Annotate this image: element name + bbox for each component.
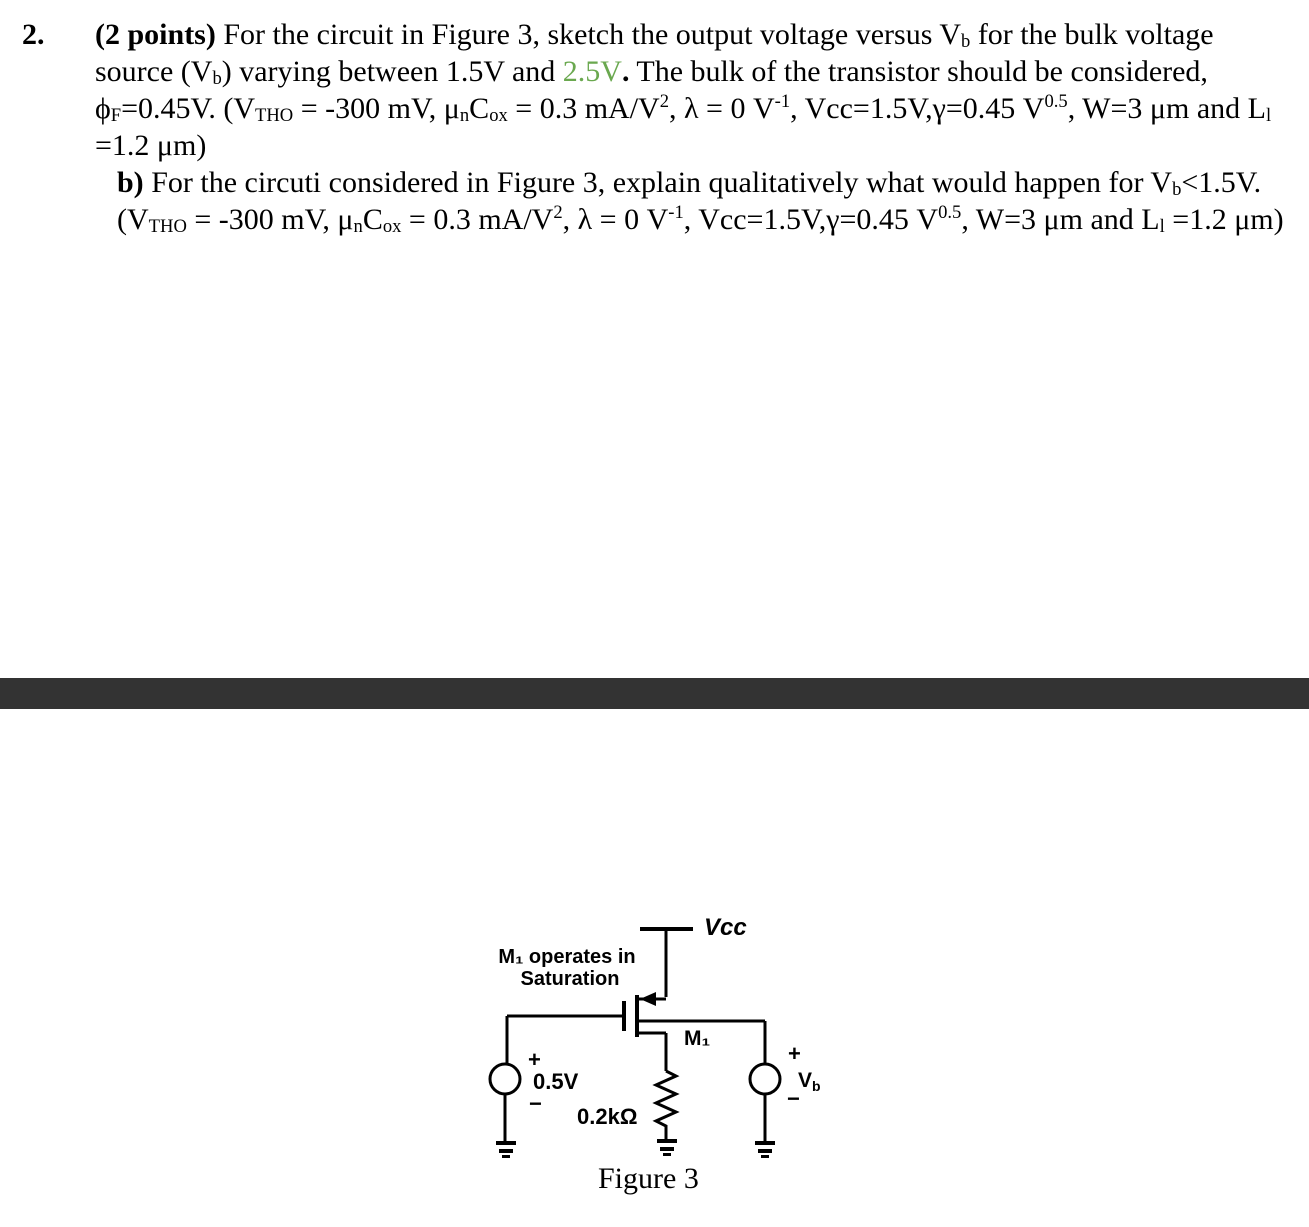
resistor-symbol	[656, 1071, 676, 1139]
ground-mid-1	[657, 1139, 677, 1143]
bulk-minus: −	[787, 1086, 800, 1111]
points-label: (2 points)	[95, 18, 216, 51]
ground-left-2	[499, 1149, 513, 1153]
ground-mid-3	[663, 1153, 671, 1156]
pmos-arrow	[640, 992, 656, 1006]
gate-voltage-label: 0.5V	[533, 1069, 579, 1094]
grounds	[496, 1139, 775, 1158]
question-block	[22, 16, 1292, 238]
figure-caption: Figure 3	[598, 1162, 699, 1195]
part-b-label: b)	[117, 166, 144, 199]
bulk-voltage-source	[750, 1064, 780, 1094]
ground-right-2	[758, 1149, 772, 1153]
note-line2: Saturation	[520, 968, 620, 990]
m1-label: M₁	[684, 1027, 711, 1050]
part-a-text: (2 points) For the circuit in Figure 3, sketch the output voltage versus $V_b$ for the bulk voltage source $(V_b)$ varying between 1.5V and 2.5V. The bulk of the transistor should be considered, $\phi_F=0.45V$. ($V_{THO} = -300$ mV, $\mu_nC_{ox} = 0.3$ $mA/V^2$, λ = 0 $V^{-1}$, Vcc=1.5V,γ=0.45 $V^{0.5}$, W=3 μm and $L_l =1.2$ μm)	[95, 18, 1272, 162]
ground-right-1	[755, 1141, 775, 1145]
gate-voltage-source	[490, 1064, 520, 1094]
ground-right-3	[761, 1155, 769, 1158]
gate-plus: +	[528, 1047, 541, 1072]
resistor-label: 0.2kΩ	[577, 1104, 638, 1129]
section-divider	[0, 678, 1309, 709]
green-value: 2.5V	[562, 55, 622, 88]
ground-left-3	[502, 1155, 510, 1158]
ground-mid-2	[660, 1147, 674, 1151]
vb-label: Vb	[798, 1069, 821, 1094]
part-b-text: b) For the circuti considered in Figure 3, explain qualitatively what would happen for $V_b<1.5V$. ($V_{THO} = -300$ mV, $\mu_nC_{ox} = 0.3$ $mA/V^2$, λ = 0 $V^{-1}$, Vcc=1.5V,γ=0.45 $V^{0.5}$, W=3 μm and $L_l =1.2$ μm)	[117, 166, 1284, 237]
question-number: 2.	[22, 18, 45, 51]
note-line1: M₁ operates in	[498, 946, 636, 968]
circuit-diagram	[0, 709, 1309, 1227]
bulk-plus: +	[788, 1041, 801, 1066]
ground-left-1	[496, 1141, 516, 1145]
vcc-label: Vcc	[704, 914, 747, 941]
gate-minus: −	[529, 1091, 542, 1116]
